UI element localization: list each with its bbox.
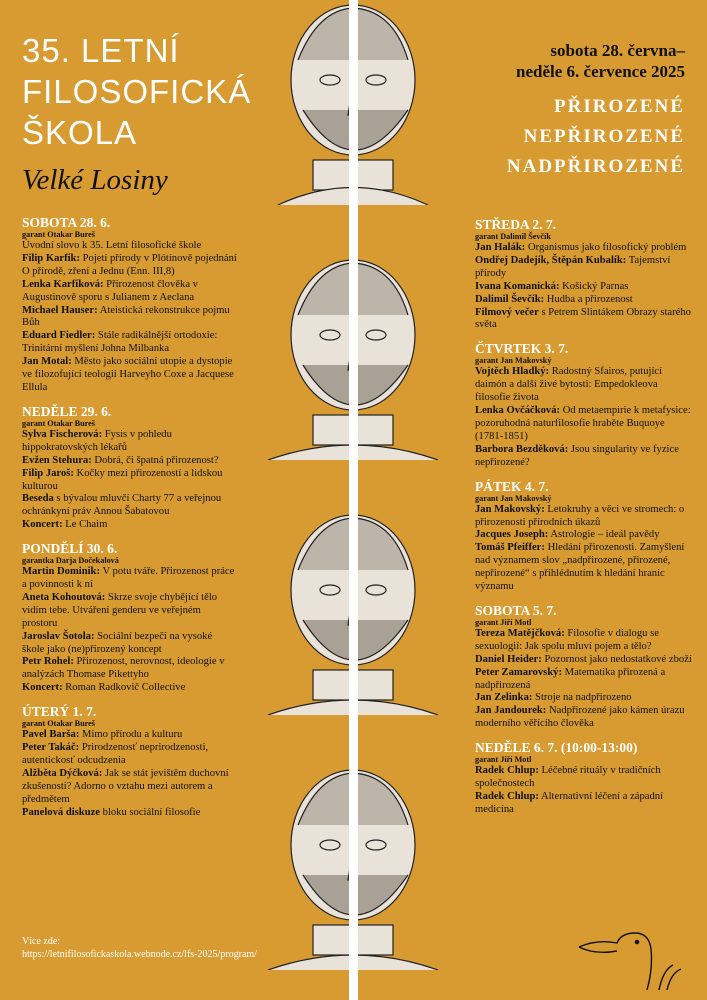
day-section (22, 404, 237, 532)
talk-title: Jsou singularity ve fyzice nepřirozené? (475, 443, 679, 468)
speaker-name: Ivana Komanická: (475, 280, 560, 292)
day-section (475, 603, 695, 731)
speaker-name: Jan Makovský: (475, 503, 545, 515)
speaker-name: Martin Dominik: (22, 566, 100, 578)
talk-title: Úvodní slovo k 35. Letní filosofické škole (22, 240, 202, 251)
speaker-name: Filmový večer (475, 306, 539, 318)
motto-line: PŘIROZENÉ (554, 96, 685, 117)
day-section (475, 217, 695, 332)
program-item (475, 405, 695, 444)
motto-line: NEPŘIROZENÉ (523, 126, 685, 147)
speaker-name: Jan Zelinka: (475, 692, 533, 704)
speaker-name: Aneta Kohoutová: (22, 591, 106, 603)
program-item (475, 366, 695, 405)
speaker-name: Panelová diskuze (22, 806, 100, 818)
speaker-name: Koncert: (22, 682, 63, 694)
program-item (475, 529, 695, 542)
talk-title: Hledání přirozenosti. Zamyšlení nad významem slov „nadpřirozené, přirozené, nepřirozené“ s přihlédnutím k hledání hranic významu (475, 542, 685, 593)
speaker-name: Vojtěch Hladký: (475, 366, 550, 378)
speaker-name: Jan Jandourek: (475, 705, 547, 717)
talk-title: Pozornost jako nedostatkové zboží (541, 653, 692, 665)
program-item (475, 765, 695, 791)
talk-title: Dobrá, či špatná přirozenost? (91, 454, 219, 466)
speaker-name: Tomáš Pfeiffer: (475, 542, 545, 554)
speaker-name: Daniel Heider: (475, 653, 542, 665)
speaker-name: Barbora Bezděková: (475, 443, 569, 455)
talk-title: Pojetí přírody v Plótínově pojednání O přírodě, zření a Jednu (Enn. III,8) (22, 252, 237, 277)
talk-title: Mimo přírodu a kulturu (79, 729, 183, 741)
event-dates (516, 40, 685, 82)
program-item (475, 307, 695, 333)
program-item (475, 281, 695, 294)
more-label: Více zde: (22, 936, 61, 947)
program-item (22, 519, 237, 532)
speaker-name: Filip Jaroš: (22, 467, 74, 479)
speaker-name: Radek Chlup: (475, 791, 539, 802)
day-heading: PÁTEK 4. 7. (475, 478, 549, 494)
day-section (475, 479, 695, 594)
program-item (475, 542, 695, 594)
program-right-column (475, 217, 695, 826)
talk-title: Hudba a přirozenost (544, 293, 633, 305)
program-item (22, 468, 237, 494)
program-item (475, 255, 695, 281)
talk-title: Skrze svoje chybějící tělo vidím tebe. Utváření genderu ve veřejném prostoru (22, 591, 218, 629)
talk-title: Přirozenost člověka v Augustinově sporu s Julianem z Aeclana (22, 278, 198, 303)
speaker-name: Lenka Karfíková: (22, 278, 104, 290)
talk-title: Alternativní léčení a západní medicína (475, 791, 664, 815)
talk-title: Tajemství přírody (475, 254, 671, 279)
program-item (475, 791, 695, 817)
program-item (475, 444, 695, 470)
day-section (475, 740, 695, 817)
program-item (22, 566, 237, 592)
talk-title: bloku sociální filosofie (100, 806, 201, 818)
day-heading: NEDĚLE 29. 6. (22, 403, 112, 419)
title-line: 35. LETNÍ (22, 32, 180, 69)
day-garant: garant Jiří Motl (475, 617, 532, 627)
speaker-name: Radek Chlup: (475, 765, 539, 777)
program-item (475, 504, 695, 530)
program-item (22, 493, 237, 519)
speaker-name: Beseda (22, 493, 54, 505)
poster-title (22, 30, 251, 153)
speaker-name: Tereza Matějčková: (475, 627, 565, 639)
program-item (475, 705, 695, 731)
day-garant: garant Otakar Bureš (22, 719, 95, 729)
day-heading: STŘEDA 2. 7. (475, 217, 557, 232)
program-item (22, 429, 237, 455)
talk-title: Fysis v pohledu hippokratovských lékařů (22, 428, 172, 453)
day-section (475, 341, 695, 469)
speaker-name: Petr Rohel: (22, 656, 74, 668)
program-item (22, 742, 237, 768)
talk-title: s Petrem Slintákem Obrazy starého světa (475, 306, 691, 331)
program-item (475, 242, 695, 255)
program-item (22, 682, 237, 695)
date-line: sobota 28. června– (550, 41, 685, 60)
speaker-name: Peter Takáč: (22, 742, 80, 754)
talk-title: Organismus jako filosofický problém (525, 242, 687, 253)
program-left-column (22, 215, 237, 829)
day-garant: garantka Darja Dočekalová (22, 556, 119, 566)
day-heading: NEDĚLE 6. 7. (10:00-13:00) (475, 740, 638, 756)
day-section (22, 215, 237, 395)
speaker-name: Lenka Ovčáčková: (475, 405, 561, 417)
day-heading: PONDĚLÍ 30. 6. (22, 541, 118, 557)
speaker-name: Filip Karfík: (22, 252, 80, 264)
speaker-name: Dalimil Ševčík: (475, 293, 545, 305)
day-garant: garant Otakar Bureš (22, 418, 95, 428)
talk-title: Sociální bezpečí na vysoké škole jako (ne)přirozený koncept (22, 630, 213, 655)
talk-title: Stále radikálnější ortodoxie: Trinitární myšlení Johna Milbanka (22, 330, 218, 355)
program-item (22, 455, 237, 468)
talk-title: Nadpřirozené jako kámen úrazu moderního věřícího člověka (475, 705, 685, 730)
day-garant: garant Dalimil Ševčík (475, 232, 551, 241)
talk-title: Košický Parnas (559, 280, 629, 292)
program-item (22, 356, 237, 395)
talk-title: Od metaempirie k metafysice: pozoruhodná naturfilosofie hraběte Buquoye (1781-1851) (475, 405, 691, 442)
speaker-name: Eduard Fiedler: (22, 330, 96, 342)
program-item (22, 592, 237, 631)
speaker-name: Pavel Barša: (22, 729, 80, 741)
program-item (22, 729, 237, 742)
day-garant: garant Otakar Bureš (22, 230, 95, 239)
speaker-name: Jan Motal: (22, 356, 72, 368)
day-heading: SOBOTA 28. 6. (22, 215, 111, 230)
day-section (22, 541, 237, 695)
talk-title: Stroje na nadpřirozeno (532, 692, 632, 704)
program-item (475, 294, 695, 307)
speaker-name: Sylva Fischerová: (22, 428, 103, 440)
day-heading: ČTVRTEK 3. 7. (475, 341, 569, 357)
speaker-name: Ondřej Dadejík, Štěpán Kubalík: (475, 254, 627, 266)
talk-title: Radostný Sfairos, putující daimón a další živé bytosti: Empedokleova filosofie života (475, 366, 663, 404)
talk-title: Filosofie v dialogu se sexuologií: Jak spolu mluví pojem a tělo? (475, 627, 659, 652)
program-item (22, 330, 237, 356)
program-item (22, 631, 237, 657)
talk-title: Roman Radkovič Collective (62, 682, 186, 694)
speaker-name: Jan Halák: (475, 242, 526, 253)
speaker-name: Michael Hauser: (22, 304, 98, 316)
program-item (475, 628, 695, 654)
speaker-name: Jaroslav Šotola: (22, 630, 95, 642)
title-line: ŠKOLA (22, 114, 138, 151)
program-item (22, 807, 237, 820)
speaker-name: Koncert: (22, 519, 63, 531)
day-section (22, 704, 237, 819)
talk-title: Město jako sociální utopie a dystopie ve filozofující teologii Harveyho Coxe a Jacquese Ellula (22, 356, 234, 393)
title-line: FILOSOFICKÁ (22, 73, 252, 110)
talk-title: Prirodzenosť neprirodzenosti, autentickosť odcudzenia (22, 742, 209, 766)
program-item (22, 656, 237, 682)
duck-icon (577, 925, 692, 990)
day-heading: ÚTERÝ 1. 7. (22, 704, 97, 720)
center-divider (349, 0, 358, 1000)
theme-motto (507, 92, 685, 182)
speaker-name: Peter Zamarovský: (475, 666, 562, 678)
talk-title: s bývalou mluvčí Charty 77 a veřejnou ochránkyní práv Annou Šabatovou (22, 493, 222, 518)
talk-title: Letokruhy a věci ve stromech: o přirozenosti přírodních úkazů (475, 503, 685, 528)
website-link[interactable]: https://letnifilosofickaskola.webnode.cz/lfs-2025/program/ (22, 948, 257, 960)
website-info (22, 936, 257, 961)
program-item (22, 305, 237, 331)
day-garant: garant Jan Makovský (475, 493, 552, 503)
talk-title: Astrologie – ideál pavědy (548, 529, 660, 541)
program-item (475, 654, 695, 667)
program-item (22, 279, 237, 305)
date-line: neděle 6. července 2025 (516, 62, 685, 81)
talk-title: Jak se stát jevištěm duchovní zkušenosti? Adorno o vztahu mezi autorem a předmětem (22, 767, 229, 805)
venue-name: Velké Losiny (22, 164, 168, 196)
speaker-name: Evžen Stehura: (22, 454, 92, 466)
talk-title: Matematika přirozená a nadpřirozená (475, 666, 666, 691)
program-item (475, 692, 695, 705)
program-item (22, 240, 237, 253)
talk-title: Le Chaim (62, 519, 108, 531)
speaker-name: Jacques Joseph: (475, 529, 549, 541)
day-heading: SOBOTA 5. 7. (475, 602, 557, 618)
talk-title: Ateistická rekonstrukce pojmu Bůh (22, 304, 230, 329)
program-item (22, 253, 237, 279)
day-garant: garant Jan Makovský (475, 356, 552, 366)
day-garant: garant Jiří Motl (475, 755, 532, 765)
speaker-name: Alžběta Dýčková: (22, 767, 103, 779)
talk-title: V potu tváře. Přirozenost práce a povinnosti k ní (22, 566, 235, 591)
program-item (22, 768, 237, 807)
motto-line: NADPŘIROZENÉ (506, 156, 685, 177)
talk-title: Kočky mezi přirozeností a lidskou kulturou (22, 467, 223, 492)
talk-title: Přirozenost, nerovnost, ideologie v analýzách Thomase Pikettyho (22, 656, 225, 681)
talk-title: Léčebné rituály v tradičních společnostech (475, 765, 661, 790)
program-item (475, 667, 695, 693)
